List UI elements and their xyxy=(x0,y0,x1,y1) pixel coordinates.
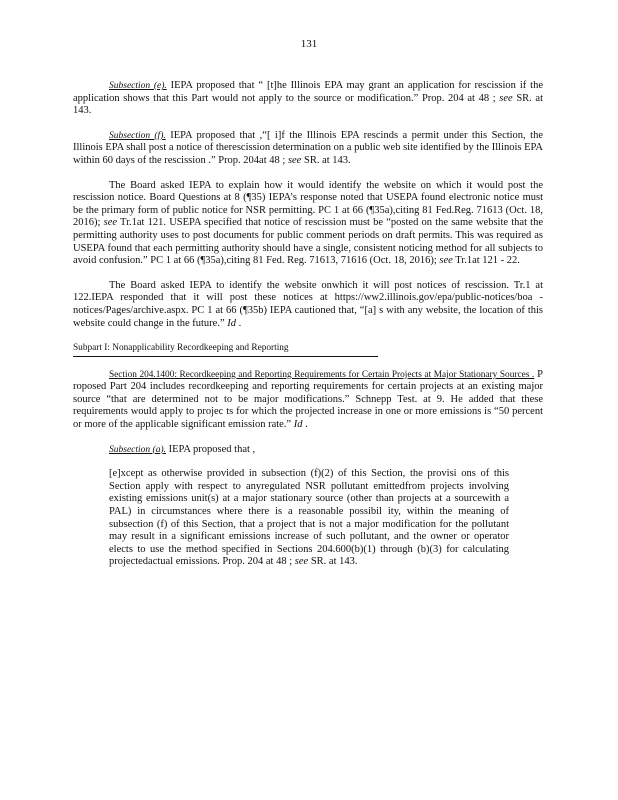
section-paragraph xyxy=(73,369,543,432)
citation-text: . xyxy=(235,317,242,329)
paragraph-text: IEPA proposed that “ [t]he Illinois EPA may grant an application for rescission if the application shows that this Part would not apply to the source or modification.” Prop. 204 at 48 ; xyxy=(73,80,543,104)
paragraph-text: IEPA proposed that , xyxy=(166,443,256,455)
see-signal: see xyxy=(287,154,302,166)
citation-text: . xyxy=(302,419,308,431)
id-signal: Id xyxy=(227,317,236,329)
quote-text: [e]xcept as otherwise provided in subsection (f)(2) of this Section, the provisi ons of this Section apply with respect to anyregulated NSR pollutant emittedfrom projects involving existing emissions unit(s) at a major stationary source (other than projects at a sourcewith a PAL) in circumstances where there is a reasonable possibil ity, within the meaning of subsection (f) of this Section, that a project that is not a major modification for the pollutant may result in a significant emissions increase of such pollutant, and the owner or operator elects to use the method specified in Sections 204.600(b)(1) through (b)(3) for calculating projectedactual emissions. Prop. 204 at 48 ; xyxy=(109,468,509,568)
paragraph-text: Tr.1at 121. USEPA specified that notice of rescission must be “posted on the same website that the permitting authority uses to post documents for public comment periods on draft permits. This was required as USEPA found that each permitting authority should have a single, consistent noticing method for all subjects to avoid confusion.” PC 1 at 66 (¶35a),citing 81 Fed. Reg. 71613, 71616 (Oct. 18, 2016); xyxy=(73,217,544,267)
paragraph-subsection-a xyxy=(73,444,543,457)
see-signal: see xyxy=(439,255,453,267)
paragraph-text: The Board asked IEPA to identify the website onwhich it will post notices of rescission. Tr.1 at 122.IEPA responded that it will post these notices at https://ww2.illinois.gov/epa/public-notices/boa -notices/Pages/archive.aspx. PC 1 at 66 (¶35b) IEPA cautioned that, “[a] s with any website, the location of this website could change in the future.” xyxy=(73,279,543,329)
block-quote xyxy=(109,468,509,569)
subsection-label: Subsection (f). xyxy=(109,130,166,141)
paragraph-subsection-f xyxy=(73,130,543,168)
paragraph-text: P roposed Part 204 includes recordkeeping and reporting requirements for certain projects at an existing major source “that are determined not to be major modifications.” Schnepp Test. at 9. He added that these requirements would apply to projec ts for which the projected increase in one or more emissions is “50 percent or more of the applicable significant emission rate.” xyxy=(73,368,544,431)
citation-text: Tr.1at 121 - 22. xyxy=(452,255,520,267)
see-signal: see xyxy=(499,92,513,104)
page-number: 131 xyxy=(300,38,318,50)
id-signal: Id xyxy=(293,419,303,431)
citation-text: SR. at 143. xyxy=(73,92,543,117)
page-body xyxy=(73,80,543,569)
subpart-heading: Subpart I: Nonapplicability Recordkeeping and Reporting xyxy=(73,342,378,357)
subsection-label: Subsection (a). xyxy=(109,444,166,455)
subsection-label: Subsection (e). xyxy=(109,81,167,91)
paragraph-website-response xyxy=(73,280,543,330)
see-signal: see xyxy=(103,217,118,229)
citation-text: SR. at 143. xyxy=(301,154,351,166)
section-heading: Section 204.1400: Recordkeeping and Reporting Requirements for Certain Projects at Major Stationary Sources . xyxy=(109,369,535,380)
paragraph-subsection-e xyxy=(73,80,543,118)
citation-text: SR. at 143. xyxy=(308,556,358,568)
paragraph-website-question xyxy=(73,180,543,268)
paragraph-text: IEPA proposed that ,“[ i]f the Illinois EPA rescinds a permit under this Section, the Illinois EPA shall post a notice of therescission determination on a public web site identified by the Illinois EPA within 60 days of the rescission .” Prop. 204at 48 ; xyxy=(73,129,543,166)
paragraph-text: The Board asked IEPA to explain how it would identify the website on which it would post the rescission notice. Board Questions at 8 (¶35) IEPA’s response noted that USEPA found electronic notice must be the primary form of public notice for NSR permitting. PC 1 at 66 (¶35a),citing 81 Fed.Reg. 71613 (Oct. 18, 2016); xyxy=(73,179,543,229)
see-signal: see xyxy=(294,556,309,568)
